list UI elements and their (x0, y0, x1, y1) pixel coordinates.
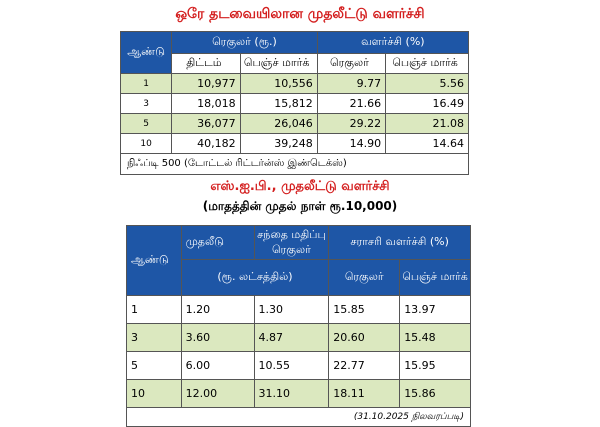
regular-cell: 18.11 (329, 380, 400, 408)
growth-regular-cell: 21.66 (317, 94, 385, 114)
table1-title: ஒரே தடவையிலான முதலீட்டு வளர்ச்சி (175, 6, 425, 22)
index-note: நிஃப்டி 500 (டோட்டல் ரிட்டர்ன்ஸ் இண்டெக்ஸ்) (121, 154, 469, 175)
year-cell: 5 (121, 114, 172, 134)
benchmark-cell: 13.97 (400, 296, 471, 324)
invest-header: முதலீடு (181, 226, 254, 260)
benchmark-cell: 26,046 (240, 114, 317, 134)
growth-benchmark-cell: 14.64 (386, 134, 469, 154)
benchmark-cell: 39,248 (240, 134, 317, 154)
growth-regular-cell: 14.90 (317, 134, 385, 154)
table2-subtitle: (மாதத்தின் முதல் நாள் ரூ.10,000) (202, 199, 398, 213)
benchmark-cell: 15.95 (400, 352, 471, 380)
growth-regular-cell: 9.77 (317, 74, 385, 94)
market-cell: 1.30 (254, 296, 329, 324)
year-cell: 3 (127, 324, 182, 352)
market-value-header: சந்தை மதிப்பு ரெகுலர் (254, 226, 329, 260)
scheme-cell: 10,977 (172, 74, 240, 94)
table-row (121, 114, 469, 134)
scheme-subheader: திட்டம் (172, 54, 240, 74)
growth-regular-cell: 29.22 (317, 114, 385, 134)
regular-subheader: ரெகுலர் (329, 260, 400, 296)
regular-group-header: ரெகுலர் (ரூ.) (172, 32, 318, 54)
benchmark-cell: 15.48 (400, 324, 471, 352)
benchmark-subheader: பெஞ்ச் மார்க் (400, 260, 471, 296)
unit-header: (ரூ. லட்சத்தில்) (181, 260, 329, 296)
growth-benchmark-cell: 16.49 (386, 94, 469, 114)
market-cell: 31.10 (254, 380, 329, 408)
table-row (127, 380, 471, 408)
benchmark-cell: 10,556 (240, 74, 317, 94)
market-cell: 4.87 (254, 324, 329, 352)
year-header: ஆண்டு (127, 226, 182, 296)
growth-benchmark-subheader: பெஞ்ச் மார்க் (386, 54, 469, 74)
benchmark-subheader: பெஞ்ச் மார்க் (240, 54, 317, 74)
table-row (127, 296, 471, 324)
year-cell: 10 (127, 380, 182, 408)
benchmark-cell: 15,812 (240, 94, 317, 114)
growth-benchmark-cell: 5.56 (386, 74, 469, 94)
table2-title: எஸ்.ஐ.பி., முதலீட்டு வளர்ச்சி (210, 179, 390, 194)
year-header: ஆண்டு (121, 32, 172, 74)
avg-growth-header: சராசரி வளர்ச்சி (%) (329, 226, 471, 260)
benchmark-cell: 15.86 (400, 380, 471, 408)
table-row (127, 324, 471, 352)
table-row (121, 134, 469, 154)
year-cell: 3 (121, 94, 172, 114)
sip-growth-table (126, 225, 471, 427)
market-cell: 10.55 (254, 352, 329, 380)
year-cell: 1 (121, 74, 172, 94)
growth-group-header: வளர்ச்சி (%) (317, 32, 468, 54)
invest-cell: 3.60 (181, 324, 254, 352)
table-row (121, 74, 469, 94)
invest-cell: 1.20 (181, 296, 254, 324)
scheme-cell: 36,077 (172, 114, 240, 134)
scheme-cell: 18,018 (172, 94, 240, 114)
regular-cell: 20.60 (329, 324, 400, 352)
table-row (127, 352, 471, 380)
year-cell: 5 (127, 352, 182, 380)
year-cell: 10 (121, 134, 172, 154)
regular-cell: 22.77 (329, 352, 400, 380)
growth-regular-subheader: ரெகுலர் (317, 54, 385, 74)
regular-cell: 15.85 (329, 296, 400, 324)
invest-cell: 12.00 (181, 380, 254, 408)
date-footnote: (31.10.2025 நிலவரப்படி) (127, 408, 471, 427)
growth-benchmark-cell: 21.08 (386, 114, 469, 134)
scheme-cell: 40,182 (172, 134, 240, 154)
year-cell: 1 (127, 296, 182, 324)
table-row (121, 94, 469, 114)
onetime-growth-table (120, 31, 469, 175)
invest-cell: 6.00 (181, 352, 254, 380)
